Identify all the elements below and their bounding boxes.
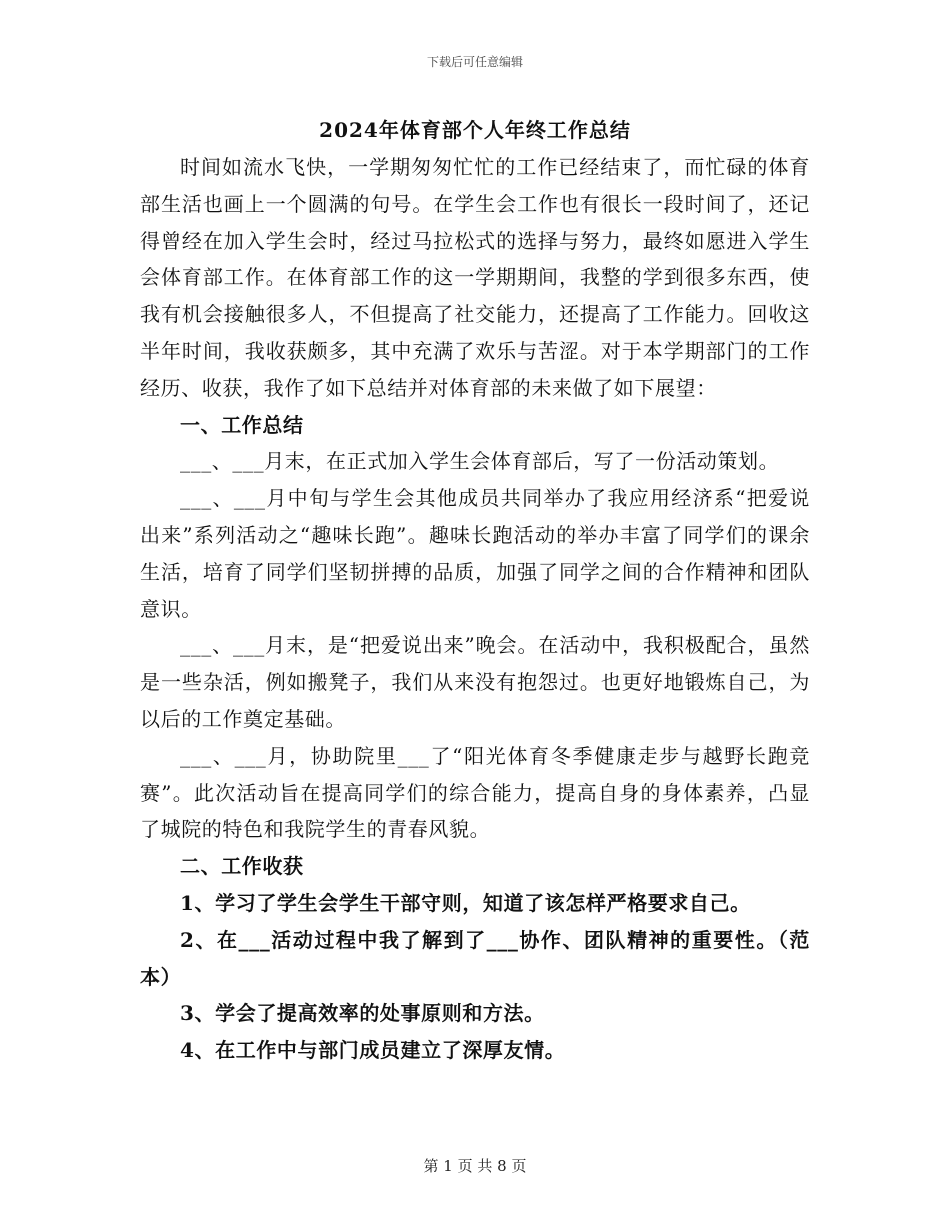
section-heading-work-gains: 二、工作收获 <box>180 854 304 879</box>
work-gains-item: 4、在工作中与部门成员建立了深厚友情。 <box>180 1038 566 1063</box>
section-heading-work-summary: 一、工作总结 <box>180 412 304 437</box>
work-summary-item: ___、___月末，是“把爱说出来”晚会。在活动中，我积极配合，虽然是一些杂活，例如搬凳子，我们从来没有抱怨过。也更好地锻炼自己，为以后的工作奠定基础。 <box>140 633 810 731</box>
work-gains-item: 1、学习了学生会学生干部守则，知道了该怎样严格要求自己。 <box>180 890 751 915</box>
page-header-note: 下载后可任意编辑 <box>426 55 523 69</box>
work-summary-item: ___、___月末，在正式加入学生会体育部后，写了一份活动策划。 <box>180 449 780 474</box>
page-number: 第 1 页 共 8 页 <box>423 1157 527 1175</box>
work-summary-item: ___、___月，协助院里___了“阳光体育冬季健康走步与越野长跑竞赛”。此次活动旨在提高同学们的综合能力，提高自身的身体素养，凸显了城院的特色和我院学生的青春风貌。 <box>140 743 810 842</box>
document-body <box>140 149 810 1069</box>
document-title: 2024年体育部个人年终工作总结 <box>319 118 631 142</box>
work-gains-item: 2、在___活动过程中我了解到了___协作、团队精神的重要性。（范本） <box>140 927 810 989</box>
work-summary-item: ___、___月中旬与学生会其他成员共同举办了我应用经济系“把爱说出来”系列活动之“趣味长跑”。趣味长跑活动的举办丰富了同学们的课余生活，培育了同学们坚韧拼搏的品质，加强了同学之间的合作精神和团队意识。 <box>140 486 810 621</box>
intro-paragraph: 时间如流水飞快，一学期匆匆忙忙的工作已经结束了，而忙碌的体育部生活也画上一个圆满的句号。在学生会工作也有很长一段时间了，还记得曾经在加入学生会时，经过马拉松式的选择与努力，最终如愿进入学生会体育部工作。在体育部工作的这一学期期间，我整的学到很多东西，使我有机会接触很多人，不但提高了社交能力，还提高了工作能力。回收这半年时间，我收获颇多，其中充满了欢乐与苦涩。对于本学期部门的工作经历、收获，我作了如下总结并对体育部的未来做了如下展望： <box>140 155 810 400</box>
work-gains-item: 3、学会了提高效率的处事原则和方法。 <box>180 1001 545 1026</box>
